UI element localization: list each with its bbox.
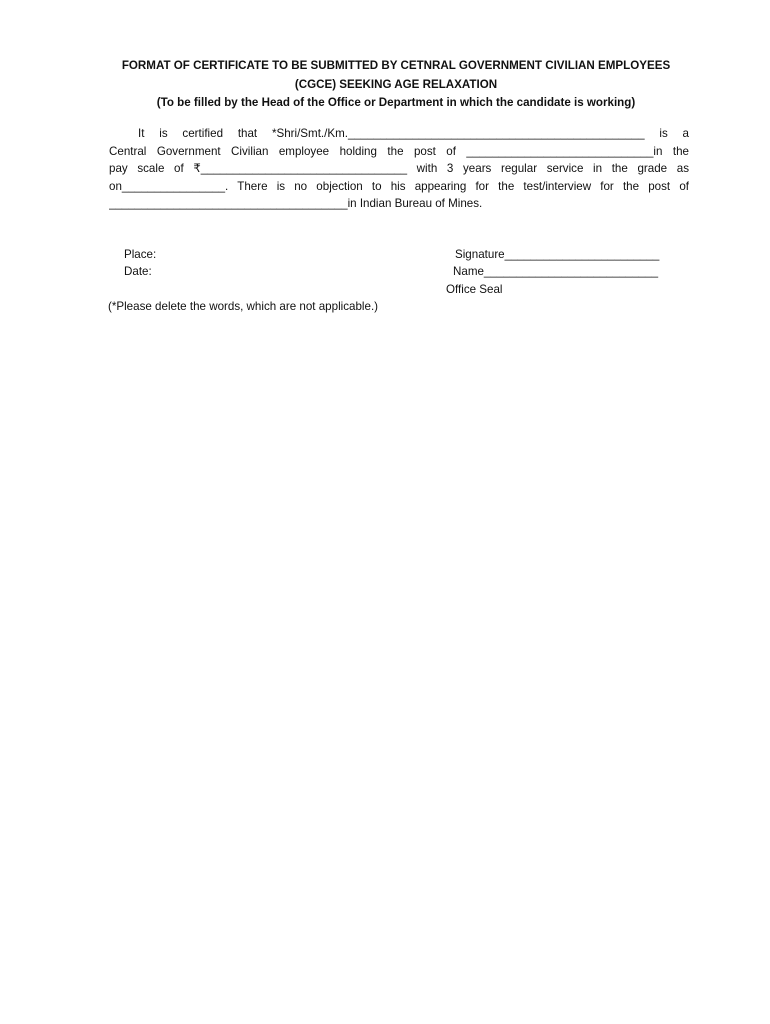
name-line: Name___________________________: [453, 265, 659, 278]
office-seal-label: Office Seal: [446, 283, 503, 296]
body-line-3: pay scale of ₹________________________________ with 3 years regular service in the grade as: [109, 162, 689, 175]
footnote: (*Please delete the words, which are not applicable.): [108, 300, 379, 313]
heading-subtitle: (CGCE) SEEKING AGE RELAXATION: [294, 77, 498, 91]
signature-line: Signature________________________: [455, 248, 660, 261]
body-line-4: on________________. There is no objection to his appearing for the test/interview for the post of: [109, 179, 689, 193]
body-line-5: _____________________________________in Indian Bureau of Mines.: [109, 197, 483, 210]
body-line-2: Central Government Civilian employee holding the post of _____________________________in the: [109, 144, 689, 158]
body-line-1: It is certified that *Shri/Smt./Km.______________________________________________ is a: [138, 127, 689, 140]
certificate-body: [109, 125, 689, 213]
certificate-heading: [96, 57, 696, 113]
place-label: Place:: [124, 248, 157, 261]
date-label: Date:: [124, 265, 152, 278]
heading-instruction: (To be filled by the Head of the Office or Department in which the candidate is working): [156, 96, 636, 109]
heading-title: FORMAT OF CERTIFICATE TO BE SUBMITTED BY CETNRAL GOVERNMENT CIVILIAN EMPLOYEES: [121, 59, 671, 72]
